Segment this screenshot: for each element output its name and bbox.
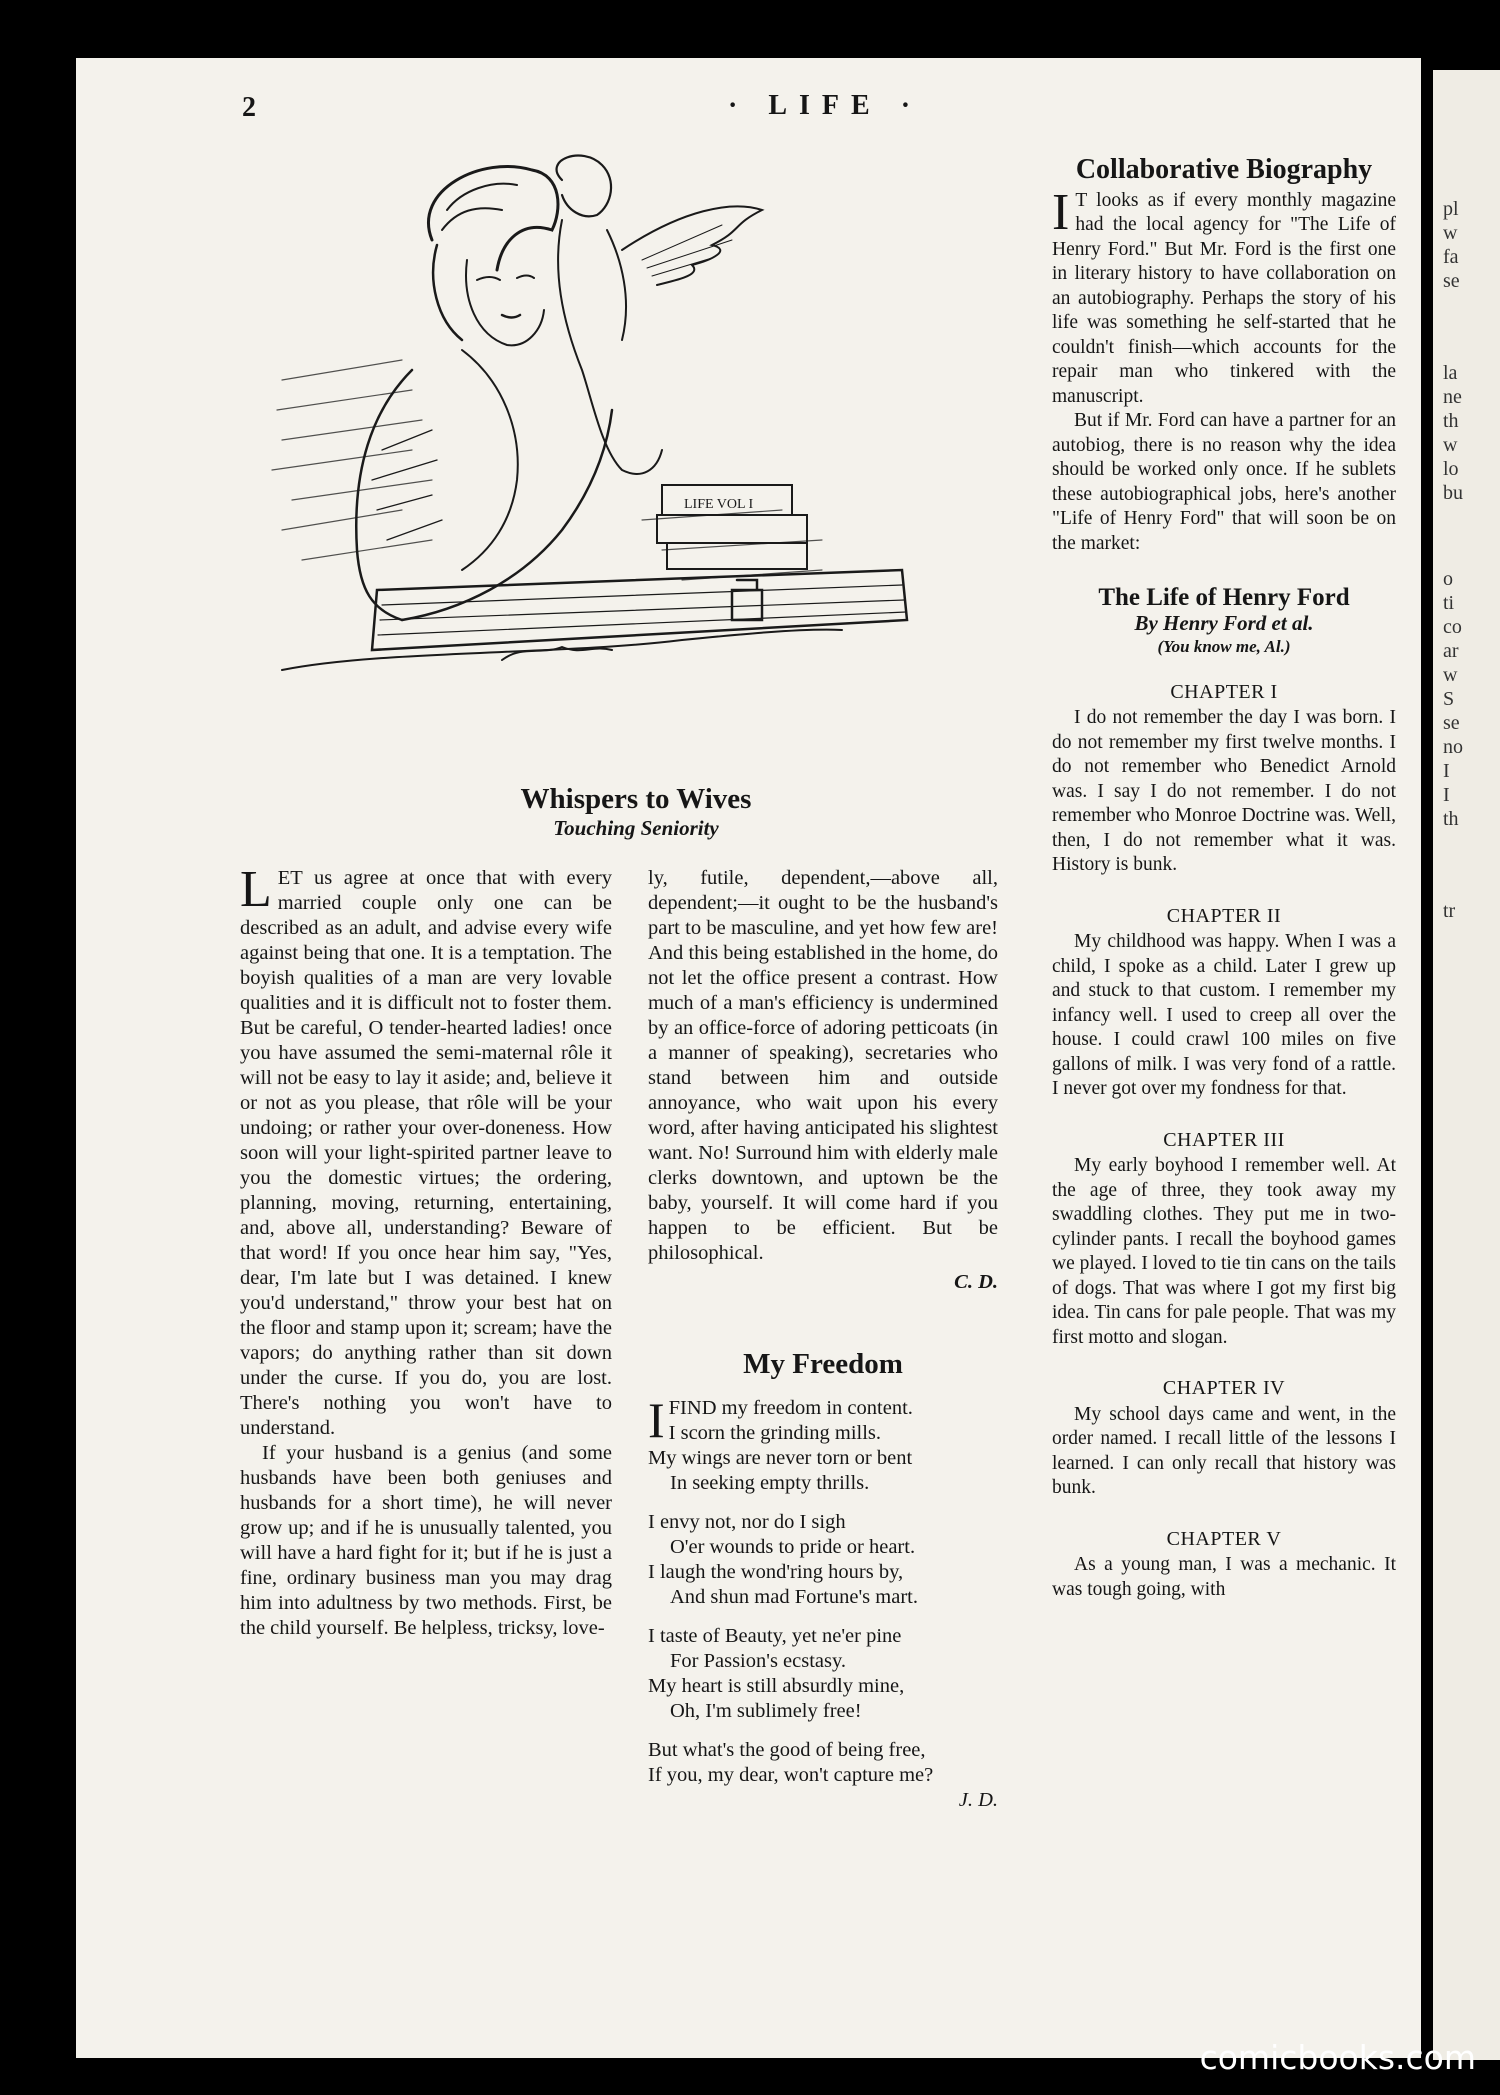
whispers-dropcap: L — [240, 861, 272, 918]
facing-page-fragment: no — [1443, 736, 1463, 758]
facing-page-fragment: fa — [1443, 246, 1459, 268]
chapter-text: My early boyhood I remember well. At the age of three, they took away my swaddling clothes. They put me in two-cylinder pants. I recall the boyhood games we played. I loved to tie tin cans on the tails of dogs. That was where I got my first big idea. Tin cans for pale people. That was my first motto and slogan. — [1052, 1155, 1396, 1348]
poem-line: My wings are never torn or bent — [648, 1447, 913, 1469]
poem-line: Oh, I'm sublimely free! — [670, 1700, 862, 1722]
facing-page-fragment: th — [1443, 410, 1459, 432]
freedom-title: My Freedom — [743, 1348, 903, 1380]
facing-page-fragment: w — [1443, 434, 1458, 456]
facing-page-fragment: w — [1443, 222, 1458, 244]
facing-page-fragment: th — [1443, 808, 1459, 830]
whispers-heading — [376, 783, 896, 841]
whispers-paragraph-2: If your husband is a genius (and some husbands have been both geniuses and husbands for a short time), he will never grow up; and if he is unusually talented, you will have a hard fight for it; but if he is just a fine, ordinary business man you may drag him into adultness by two methods. First, be the child yourself. Be helpless, tricksy, love- — [240, 1442, 612, 1639]
whispers-column-2 — [648, 866, 998, 1295]
freedom-dropcap: I — [648, 1392, 665, 1448]
chapter-heading: CHAPTER IV — [1162, 1377, 1286, 1399]
facing-page-fragment: ne — [1443, 386, 1462, 408]
chapter-text: I do not remember the day I was born. I do not remember my first twelve months. I do not remember who Benedict Arnold was. I say I do not remember. I do not remember who Monroe Doctrine was. Well, then, I do not remember what it was. History is bunk. — [1052, 707, 1396, 875]
whispers-title: Whispers to Wives — [520, 783, 752, 815]
chapter-heading: CHAPTER III — [1163, 1128, 1285, 1151]
biography-column — [1052, 154, 1396, 1602]
facing-page-fragment: I — [1443, 784, 1450, 806]
ford-life-note: (You know me, Al.) — [1157, 637, 1291, 656]
poem-line: For Passion's ecstasy. — [670, 1650, 847, 1672]
whispers-paragraph-3: ly, futile, dependent,—above all, dependent;—it ought to be the husband's part to be masculine, and yet how few are! And this being established in the home, do not let the office present a contrast. How much of a man's efficiency is undermined by an office-force of adoring petticoats (in a manner of speaking), secretaries who stand between him and outside annoyance, who wait upon his every word, after having anticipated his slightest want. No! Surround him with elderly male clerks downtown, and uptown be the baby, yourself. It will come hard if you happen to be efficient. But be philosophical. — [648, 867, 998, 1264]
illustration-woman-and-cupid — [262, 150, 992, 770]
magazine-title: · LIFE · — [728, 90, 923, 121]
freedom-poem — [648, 1392, 998, 1813]
biography-paragraph-1: T looks as if every monthly magazine had the local agency for "The Life of Henry Ford." But Mr. Ford is the first one in literary history to have collaboration on an autobiography. Perhaps the story of his life was something he self-started that he couldn't finish—which accounts for the repair man who tinkered with the manuscript. — [1052, 189, 1396, 407]
chapter-text: As a young man, I was a mechanic. It was tough going, with — [1052, 1554, 1396, 1600]
chapter-text: My school days came and went, in the order named. I recall little of the lessons I learned. I can only recall that history was bunk. — [1052, 1403, 1396, 1498]
facing-page-fragment: la — [1443, 362, 1458, 384]
poem-line: In seeking empty thrills. — [670, 1472, 870, 1494]
biography-paragraph-2: But if Mr. Ford can have a partner for an autobiog, there is no reason why the idea should be worked only once. If he sublets these autobiographical jobs, here's another "Life of Henry Ford" that will soon be on the market: — [1052, 410, 1396, 554]
freedom-signature: J. D. — [958, 1789, 998, 1811]
whispers-signature: C. D. — [954, 1271, 998, 1293]
facing-page-fragment: se — [1443, 712, 1460, 734]
poem-line: I envy not, nor do I sigh — [648, 1511, 846, 1533]
poem-line: I scorn the grinding mills. — [668, 1422, 882, 1444]
whispers-subtitle: Touching Seniority — [553, 816, 719, 840]
poem-line: And shun mad Fortune's mart. — [670, 1586, 918, 1608]
biography-dropcap: I — [1052, 183, 1070, 241]
facing-page-fragment: S — [1443, 688, 1455, 710]
facing-page-fragment: ti — [1443, 592, 1455, 614]
whispers-paragraph-1: ET us agree at once that with every married couple only one can be described as an adult, and advise every wife against being that one. It is a temptation. The boyish qualities of a man are very lovable qualities and it is difficult not to foster them. But be careful, O tender-hearted ladies! once you have assumed the semi-maternal rôle it will not be easy to lay it aside; and, believe it or not as you please, that rôle will be your undoing; or rather your over-doneness. How soon will your light-spirited partner leave to you the domestic virtues; the ordering, planning, moving, returning, entertaining, and, above all, understanding? Beware of that word! If you once hear him say, "Yes, dear, I'm late but I was detained. I knew you'd understand," throw your best hat on the floor and stamp upon it; scream; have the vapors; do anything rather than sit down under the curse. If you do, you are lost. There's nothing you won't have to understand. — [240, 867, 612, 1439]
poem-line: I laugh the wond'ring hours by, — [648, 1561, 904, 1583]
book-label: LIFE VOL I — [684, 497, 754, 512]
facing-page-fragment: co — [1443, 616, 1462, 638]
ford-life-byline: By Henry Ford et al. — [1134, 610, 1314, 635]
poem-line: O'er wounds to pride or heart. — [670, 1536, 916, 1558]
facing-page-fragment: bu — [1443, 482, 1463, 504]
poem-line: My heart is still absurdly mine, — [648, 1675, 905, 1697]
facing-page-fragment: tr — [1443, 900, 1456, 922]
chapter-text: My childhood was happy. When I was a child, I spoke as a child. Later I grew up and stuck to that custom. I remember my infancy well. I used to creep all over the house. I could crawl 100 miles on five gallons of milk. I was very fond of a rattle. I never got over my fondness for that. — [1052, 931, 1396, 1099]
facing-page-fragment: ar — [1443, 640, 1459, 662]
ford-life-title: The Life of Henry Ford — [1098, 584, 1350, 611]
facing-page-edge — [1433, 70, 1500, 2060]
page-number: 2 — [242, 92, 256, 123]
chapter-heading: CHAPTER II — [1166, 904, 1282, 927]
facing-page-fragment: se — [1443, 270, 1460, 292]
magazine-page — [76, 58, 1421, 2058]
poem-line: I taste of Beauty, yet ne'er pine — [648, 1625, 902, 1647]
facing-page-fragment: pl — [1443, 198, 1459, 220]
chapter-heading: CHAPTER I — [1170, 680, 1278, 703]
chapter-heading: CHAPTER V — [1166, 1527, 1282, 1550]
poem-line: If you, my dear, won't capture me? — [648, 1764, 934, 1786]
facing-page-fragment: I — [1443, 760, 1450, 782]
poem-line: FIND my freedom in content. — [668, 1397, 913, 1419]
facing-page-fragment: w — [1443, 664, 1458, 686]
watermark: comicbooks.com — [1199, 2038, 1476, 2077]
freedom-heading — [648, 1348, 998, 1381]
facing-page-fragment: o — [1443, 568, 1453, 590]
biography-title: Collaborative Biography — [1075, 154, 1373, 185]
whispers-column-1 — [240, 861, 612, 1641]
poem-line: But what's the good of being free, — [648, 1739, 926, 1761]
facing-page-fragment: lo — [1443, 458, 1459, 480]
